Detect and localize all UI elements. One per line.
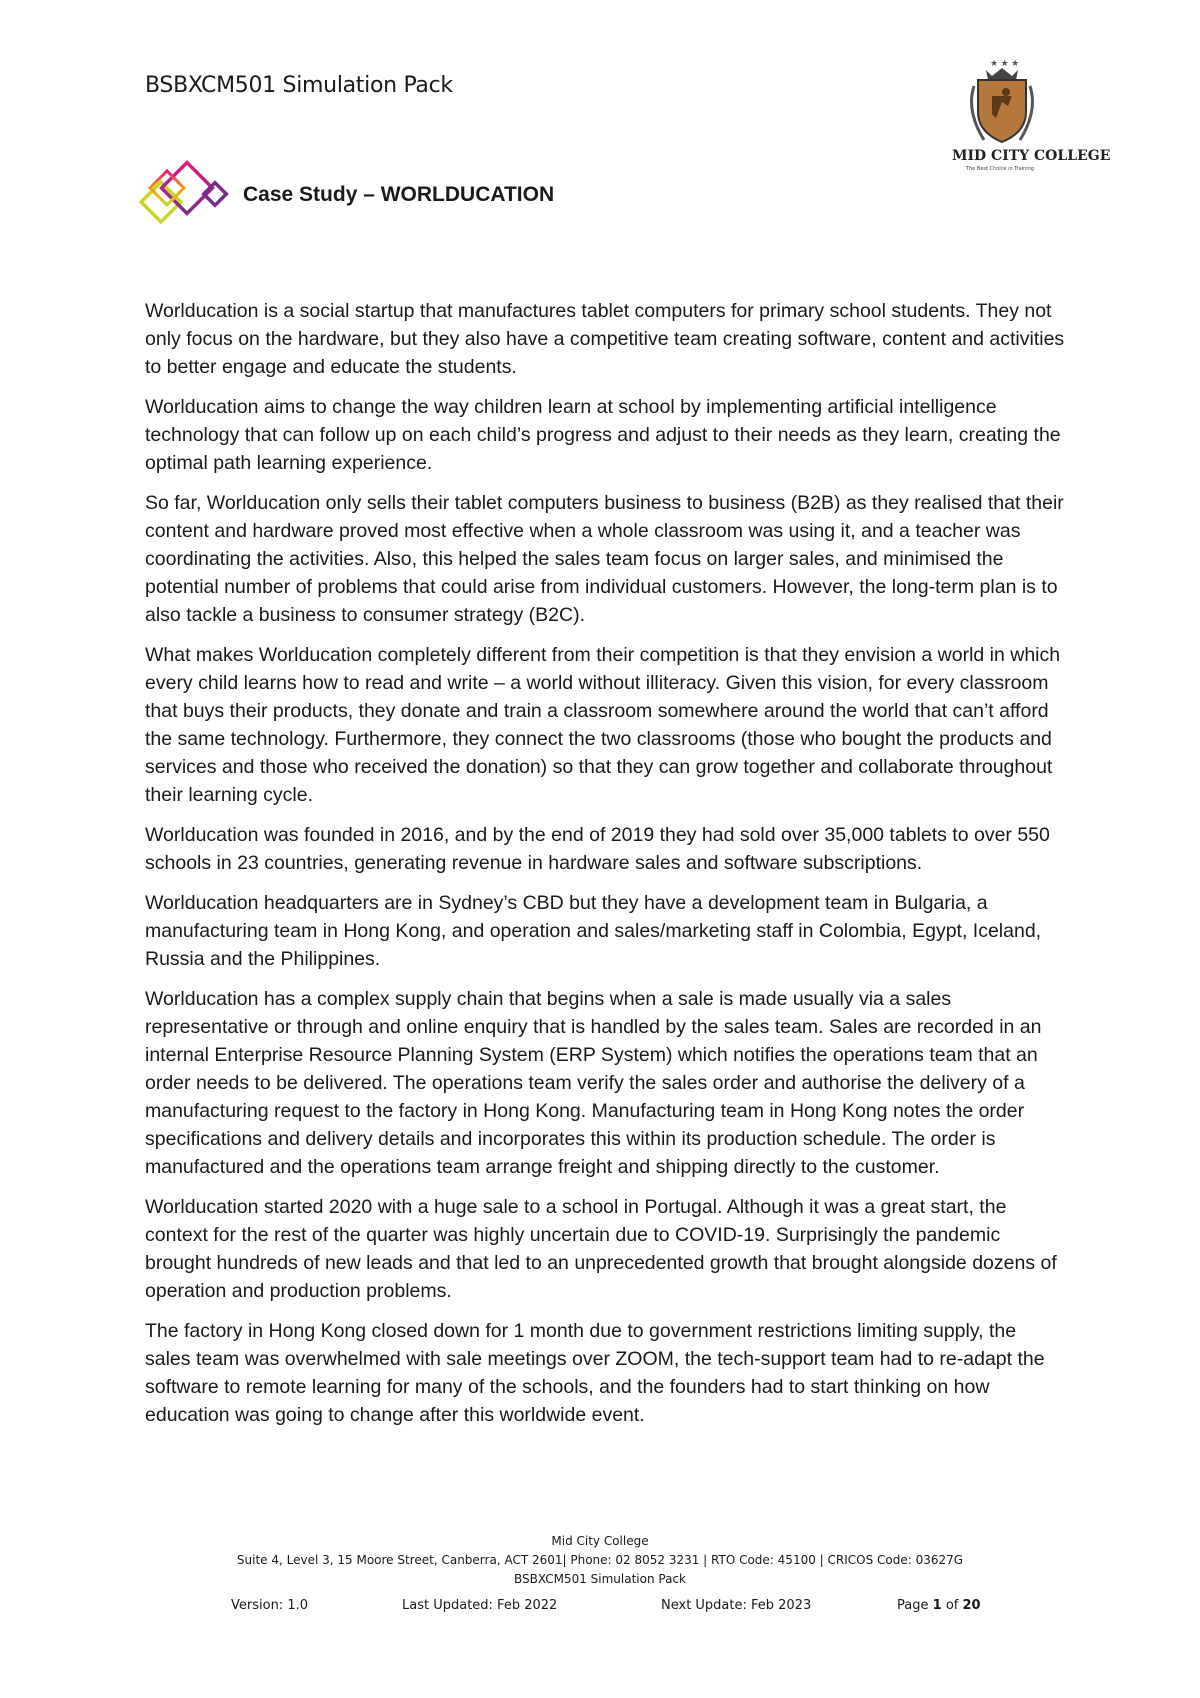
college-crest-icon [936,56,1111,172]
page-label: Page [897,1598,929,1613]
footer-last-updated: Last Updated: Feb 2022 [402,1598,558,1613]
logo-tagline: The Best Choice in Training [966,166,1034,172]
footer-address: Suite 4, Level 3, 15 Moore Street, Canberra, ACT 2601| Phone: 02 8052 3231 | RTO Code: 45100 | CRICOS Code: 03627G [236,1553,964,1567]
case-study-title: Case Study – WORLDUCATION [243,183,555,206]
paragraph: Worlducation aims to change the way children learn at school by implementing artificial intelligence technology that can follow up on each child’s progress and adjust to their needs as they learn, creating the optimal path learning experience. [145,396,1061,474]
paragraph: What makes Worlducation completely different from their competition is that they envision a world in which every child learns how to read and write – a world without illiteracy. Given this vision, for every classroom that buys their products, they donate and train a classroom somewhere around the world that can’t afford the same technology. Furthermore, they connect the two classrooms (those who bought the products and services and those who received the donation) so that they can grow together and collaborate throughout their learning cycle. [145,644,1061,806]
page-current: 1 [932,1598,942,1613]
footer-pack: BSBXCM501 Simulation Pack [513,1572,686,1586]
header-title: BSBXCM501 Simulation Pack [145,73,453,98]
diamond-logo-icon [133,158,233,232]
paragraph: Worlducation was founded in 2016, and by the end of 2019 they had sold over 35,000 tablets to over 550 schools in 23 countries, generating revenue in hardware sales and software subscriptions. [145,824,1050,874]
logo-text: MID CITY COLLEGE [952,148,1111,164]
college-logo [936,56,1111,172]
paragraph: So far, Worlducation only sells their tablet computers business to business (B2B) as they realised that their content and hardware proved most effective when a whole classroom was using it, and a teacher was coordinating the activities. Also, this helped the sales team focus on larger sales, and minimised the potential number of problems that could arise from individual customers. However, the long-term plan is to also tackle a business to consumer strategy (B2C). [145,492,1064,626]
page-total: 20 [962,1598,981,1613]
paragraph: Worlducation has a complex supply chain that begins when a sale is made usually via a sales representative or through and online enquiry that is handled by the sales team. Sales are recorded in an internal Enterprise Resource Planning System (ERP System) which notifies the operations team that an order needs to be delivered. The operations team verify the sales order and authorise the delivery of a manufacturing request to the factory in Hong Kong. Manufacturing team in Hong Kong notes the order specifications and delivery details and incorporates this within its production schedule. The order is manufactured and the operations team arrange freight and shipping directly to the customer. [145,988,1042,1178]
paragraph: Worlducation is a social startup that manufactures tablet computers for primary school students. They not only focus on the hardware, but they also have a competitive team creating software, content and activities to better engage and educate the students. [145,300,1065,378]
svg-text:★ ★ ★: ★ ★ ★ [990,58,1020,68]
footer-college: Mid City College [551,1534,649,1548]
page-of: of [945,1598,959,1613]
footer-version: Version: 1.0 [231,1598,308,1613]
case-study-body [145,297,1065,1441]
paragraph: Worlducation headquarters are in Sydney’s CBD but they have a development team in Bulgaria, a manufacturing team in Hong Kong, and operation and sales/marketing staff in Colombia, Egypt, Iceland, Russia and the Philippines. [145,892,1042,970]
footer [0,1532,1200,1589]
paragraph: Worlducation started 2020 with a huge sale to a school in Portugal. Although it was a great start, the context for the rest of the quarter was highly uncertain due to COVID-19. Surprisingly the pandemic brought hundreds of new leads and that led to an unprecedented growth that brought alongside dozens of operation and production problems. [145,1196,1057,1302]
paragraph: The factory in Hong Kong closed down for 1 month due to government restrictions limiting supply, the sales team was overwhelmed with sale meetings over ZOOM, the tech-support team had to re-adapt the software to remote learning for many of the schools, and the founders had to start thinking on how education was going to change after this worldwide event. [145,1320,1045,1426]
footer-page-number [897,1598,981,1613]
footer-next-update: Next Update: Feb 2023 [661,1598,812,1613]
